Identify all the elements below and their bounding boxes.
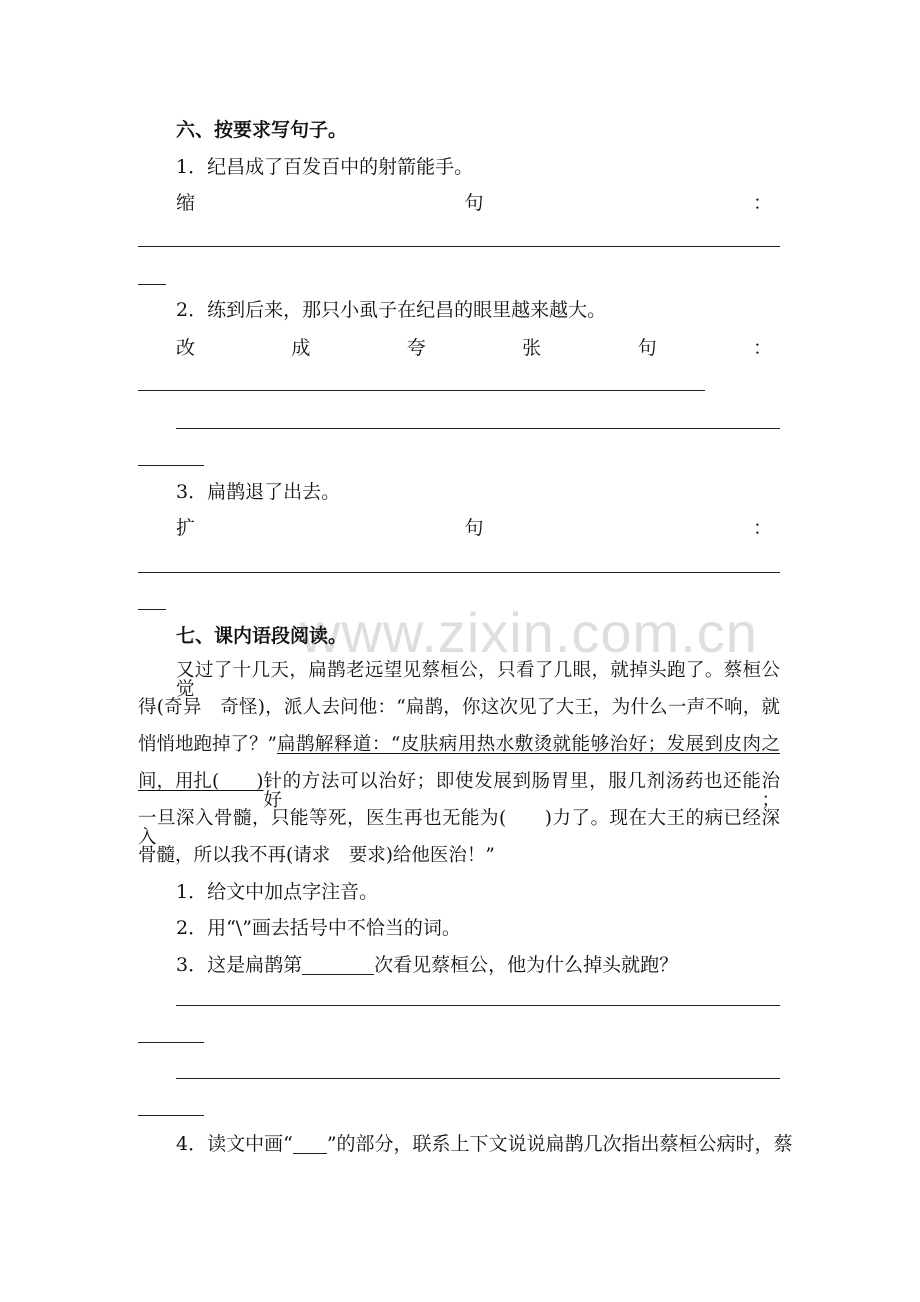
underline-sample: [293, 1134, 327, 1154]
label-char: 成: [291, 337, 311, 359]
s6-q2-text: 2．练到后来，那只小虱子在纪昌的眼里越来越大。: [176, 299, 607, 321]
fill-blank[interactable]: [302, 955, 374, 975]
answer-line[interactable]: [176, 428, 780, 429]
label-char: 张: [522, 337, 542, 359]
label-char: 缩: [176, 192, 196, 214]
s6-q3-label: [176, 519, 772, 538]
label-char: 句: [637, 337, 657, 359]
label-char: 句: [464, 517, 484, 539]
s7-q3-text: 3．这是扁鹊第 次看见蔡桓公，他为什么掉头就跑？: [176, 954, 679, 976]
s7-q1-text: 1．给文中加点字注音。: [176, 881, 379, 903]
s7-q2-text: 2．用“\”画去括号中不恰当的词。: [176, 917, 461, 939]
label-char: 扩: [176, 517, 196, 539]
s6-q1-text: 1．纪昌成了百发百中的射箭能手。: [176, 156, 474, 178]
s6-q1-label: [176, 194, 772, 213]
answer-line[interactable]: [138, 284, 166, 285]
answer-line[interactable]: [138, 246, 780, 247]
watermark: www.zixin.com.cn: [300, 601, 758, 664]
answer-line[interactable]: [138, 572, 780, 573]
answer-line[interactable]: [138, 465, 204, 466]
s6-q3-text: 3．扁鹊退了出去。: [176, 481, 341, 503]
section-6-heading: 六、按要求写句子。: [176, 119, 348, 141]
answer-line[interactable]: [176, 1078, 780, 1079]
label-char: 句: [464, 192, 484, 214]
s7-q4-text: 4．读文中画“ ”的部分，联系上下文说说扁鹊几次指出蔡桓公病时，蔡: [176, 1133, 793, 1155]
underlined-passage: 扁鹊解释道：“皮肤病用热水敷烫就能够治好；发展到皮肉之: [276, 734, 780, 755]
passage-line-3: 悄悄地跑掉了？” 扁鹊解释道：“皮肤病用热水敷烫就能够治好；发展到皮肉之: [138, 734, 780, 755]
passage-line-6: 骨髓，所以我不再(请求 要求)给他医治！”: [138, 845, 495, 866]
passage-line-5: 一旦深入骨髓，只能等死，医生再也无能为( )力了。现在大王的病已经深入: [138, 808, 780, 848]
label-char: ：: [752, 337, 772, 359]
label-char: 改: [176, 337, 196, 359]
passage-line-2: 得(奇异 奇怪)，派人去问他：“扁鹊，你这次见了大王，为什么一声不响，就: [138, 697, 780, 718]
passage-line-4: 间，用扎( ) 针的方法可以治好；即使发展到肠胃里，服几剂汤药也还能治好；: [138, 771, 780, 811]
underlined-passage: 间，用扎( ): [138, 771, 264, 792]
label-char: ：: [752, 192, 772, 214]
section-7-heading: 七、课内语段阅读。: [176, 625, 348, 647]
label-char: ：: [752, 517, 772, 539]
label-char: 夸: [406, 337, 426, 359]
answer-line[interactable]: [138, 1042, 204, 1043]
passage-line-1: 又过了十几天，扁鹊老远望见蔡桓公，只看了几眼，就掉头跑了。蔡桓公觉: [176, 660, 780, 700]
answer-line[interactable]: [138, 1115, 204, 1116]
s6-q2-label: [176, 339, 772, 358]
answer-line[interactable]: [138, 609, 166, 610]
answer-line[interactable]: [176, 1005, 780, 1006]
answer-line[interactable]: [138, 390, 705, 391]
